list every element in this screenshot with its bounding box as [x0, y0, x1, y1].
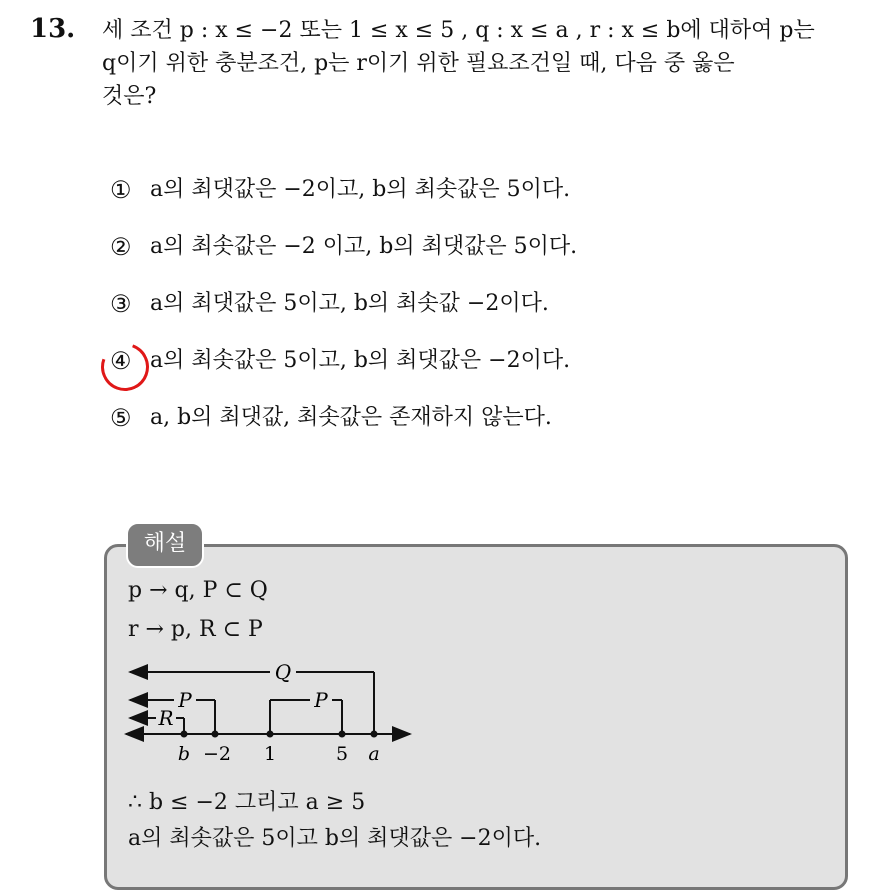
- solution-line-4: a의 최솟값은 5이고 b의 최댓값은 −2이다.: [128, 826, 542, 851]
- number-line-diagram: [120, 652, 420, 772]
- option-text: a의 최댓값은 5이고, b의 최솟값 −2이다.: [150, 291, 549, 316]
- answer-options: [110, 175, 577, 460]
- label-q: Q: [274, 660, 292, 684]
- option-text: a의 최솟값은 5이고, b의 최댓값은 −2이다.: [150, 348, 571, 373]
- label-r: R: [158, 706, 174, 730]
- option-text: a의 최솟값은 −2 이고, b의 최댓값은 5이다.: [150, 234, 578, 259]
- question-number: 13.: [30, 14, 76, 44]
- option-3[interactable]: [110, 289, 577, 346]
- question-line-3: 것은?: [102, 84, 157, 109]
- option-number: ⑤: [110, 404, 132, 432]
- solution-tag: 해설: [126, 522, 204, 568]
- option-number: ②: [110, 233, 132, 261]
- option-number: ③: [110, 290, 132, 318]
- tick-b: b: [177, 743, 191, 765]
- option-text: a의 최댓값은 −2이고, b의 최솟값은 5이다.: [150, 177, 571, 202]
- solution-line-2: r → p, R ⊂ P: [128, 617, 263, 642]
- point-a: [371, 731, 378, 738]
- solution-line-3: ∴ b ≤ −2 그리고 a ≥ 5: [128, 790, 366, 815]
- point-b: [181, 731, 188, 738]
- question-line-1: 세 조건 p : x ≤ −2 또는 1 ≤ x ≤ 5 , q : x ≤ a , r : x ≤ b에 대하여 p는: [102, 18, 815, 43]
- label-p-left: P: [178, 688, 192, 712]
- tick-a: a: [368, 743, 380, 765]
- tick-5: 5: [335, 743, 349, 765]
- option-number: ④: [110, 347, 132, 375]
- option-5[interactable]: [110, 403, 577, 460]
- point-1: [267, 731, 274, 738]
- option-1[interactable]: [110, 175, 577, 232]
- option-text: a, b의 최댓값, 최솟값은 존재하지 않는다.: [150, 405, 552, 430]
- tick-minus-2: −2: [202, 743, 232, 765]
- option-2[interactable]: [110, 232, 577, 289]
- point-5: [339, 731, 346, 738]
- solution-line-1: p → q, P ⊂ Q: [128, 578, 268, 603]
- option-number: ①: [110, 176, 132, 204]
- label-p-right: P: [314, 688, 328, 712]
- question-text: [102, 14, 862, 113]
- tick-1: 1: [263, 743, 277, 765]
- point-minus-2: [212, 731, 219, 738]
- option-4[interactable]: [110, 346, 577, 403]
- question-line-2: q이기 위한 충분조건, p는 r이기 위한 필요조건일 때, 다음 중 옳은: [102, 51, 735, 76]
